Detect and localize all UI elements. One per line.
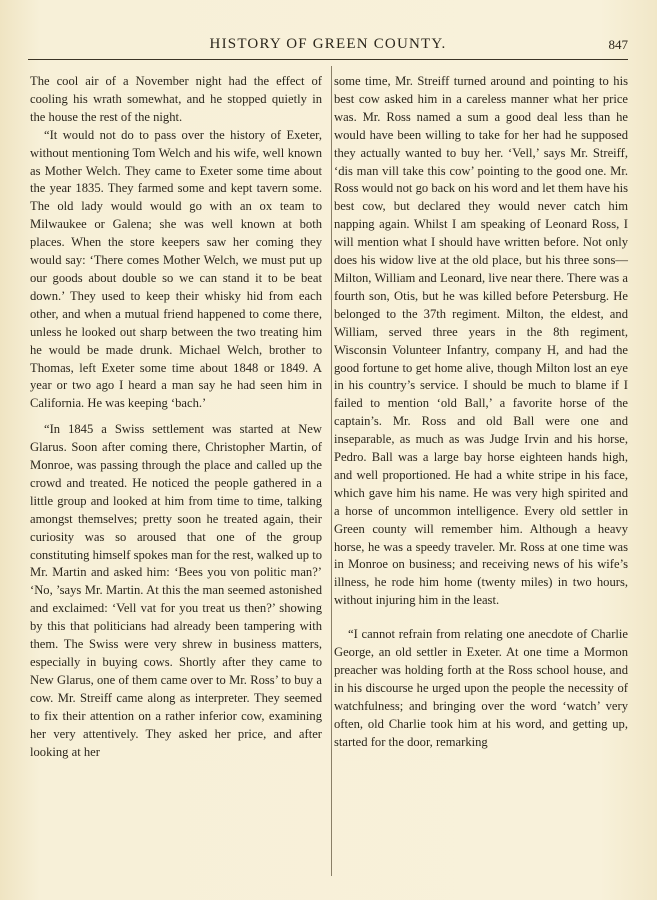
running-header [28, 36, 628, 56]
paragraph: “In 1845 a Swiss settlement was started at New Glarus. Soon after coming there, Christopher Martin, of Monroe, was passing through the place and called up the crowd and treated. He noticed the people gathered in a little group and looked at him from time to time, talking amongst themselves; pretty soon he treated again, their curiosity was so aroused that one of the group constituting himself spokes man for the rest, walked up to Mr. Martin and asked him: ‘Bees you von politic man?’ ‘No, ’says Mr. Martin. At this the man seemed astonished and exclaimed: ‘Vell vat for you treat us then?’ showing by this that politicians had already been tampering with them. The Swiss were very shrew in business matters, especially in buying cows. Shortly after they came to New Glarus, one of them came over to Mr. Ross’ to buy a cow. Mr. Streiff came along as interpreter. They seemed to fix their attention on a rather inferior cow, examining her very attentively. They asked her price, and after looking at her [30, 422, 322, 759]
paragraph: “It would not do to pass over the history of Exeter, without mentioning Tom Welch and his wife, well known as Mother Welch. They came to Exeter some time about the year 1835. They farmed some and kept tavern some. The old lady would would go with an ox team to Milwaukee or Galena; she was well known at both places. When the store keepers saw her coming they would say: ‘There comes Mother Welch, we must put up our goods about double so we can stand it to be beat down.’ They used to keep their whisky hid from each other, and when a mutual friend happened to come there, unless he looked out sharp between the two treating him he would be made drunk. Michael Welch, brother to Thomas, left Exeter some time about 1848 or 1849. A year or two ago I heard a man say he had seen him in California. He was keeping ‘bach.’ [30, 127, 322, 411]
paragraph: “I cannot refrain from relating one anecdote of Charlie George, an old settler in Exeter. At one time a Mormon preacher was holding forth at the Ross school house, and in his discourse he urged upon the people the necessity of watchfulness; and bringing over the word ‘watch’ very often, old Charlie took him at his word, and getting up, started for the door, remarking [334, 627, 628, 749]
page-number: 847 [608, 37, 628, 52]
page-title: HISTORY OF GREEN COUNTY. [209, 36, 447, 52]
paragraph: The cool air of a November night had the effect of cooling his wrath somewhat, and he stopped quietly in the house the rest of the night. [30, 74, 322, 124]
column-divider [331, 66, 332, 876]
paragraph: some time, Mr. Streiff turned around and pointing to his best cow asked him in a careless manner what her price was. Mr. Ross named a sum a good deal less than he would have been willing to take for her had he supposed they actually wanted to buy her. ‘Vell,’ says Mr. Streiff, ‘dis man vill take this cow’ pointing to the good one. Mr. Ross would not go back on his word and let them have his best cow, but declared they would never catch him napping again. Whilst I am speaking of Leonard Ross, I will mention what I should have written before. Not only does his widow live at the old place, but his three sons—Milton, William and Leonard, live near there. There was a fourth son, Otis, but he was killed before Petersburg. He belonged to the 37th regiment. Milton, the eldest, and William, served three years in the 8th regiment, Wisconsin Volunteer Infantry, company H, and had the good fortune to get home alive, though Milton lost an eye in his country’s service. I should be much to blame if I failed to mention ‘old Ball,’ a favorite horse of the captain’s. Mr. Ross and old Ball were one and inseparable, as much as was Judge Irvin and his horse, Pedro. Ball was a large bay horse eighteen hands high, and well proportioned. He had a white stripe in his face, which gave him his name. He was very high spirited and a horse of uncommon intelligence. Every old settler in Green county will remember him. Although a heavy horse, he was a speedy traveler. Mr. Ross at one time was in Monroe on business; and receiving news of his wife’s illness, he rode him home (twenty miles) in two hours, without injuring him in the least. [334, 74, 628, 608]
header-rule [28, 59, 628, 60]
left-column [30, 73, 322, 761]
right-column [334, 73, 628, 752]
